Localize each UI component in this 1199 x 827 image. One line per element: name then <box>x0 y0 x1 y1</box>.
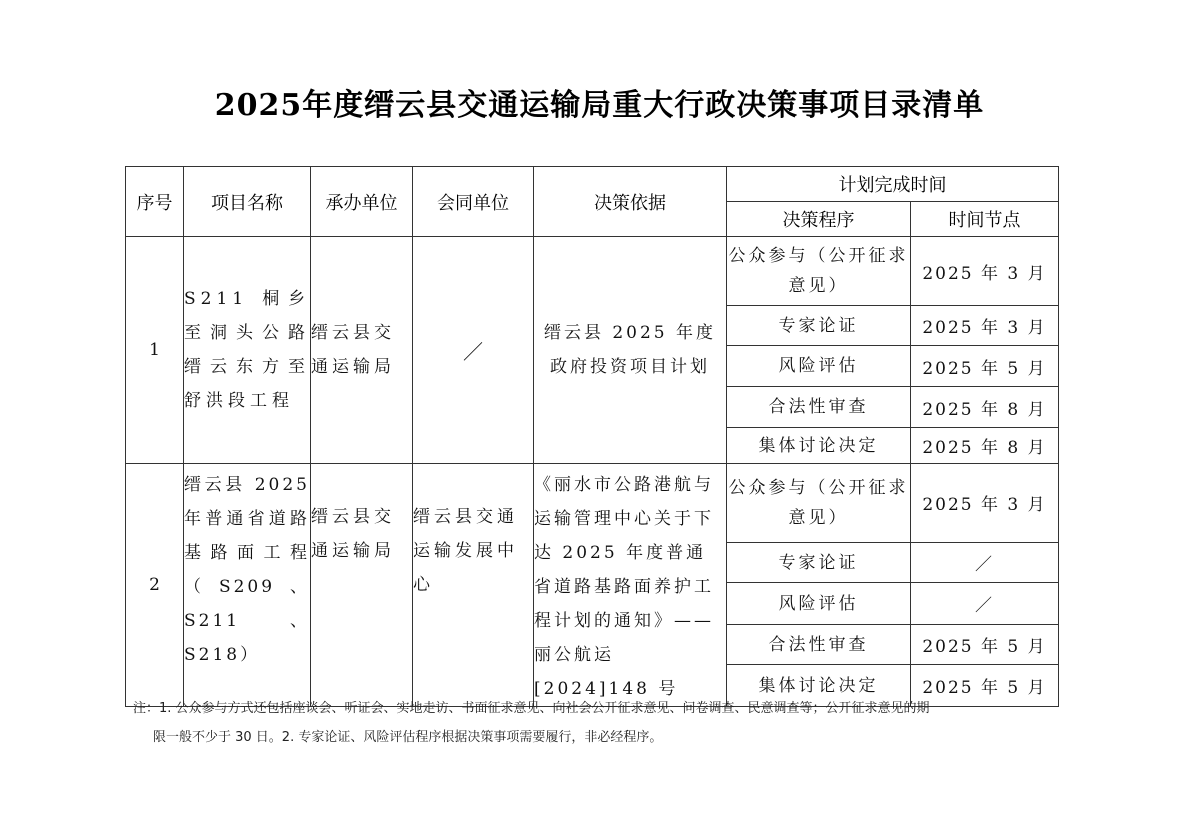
time-node: ／ <box>911 583 1059 625</box>
procedure-step: 公众参与（公开征求意见） <box>727 237 911 306</box>
procedure-step: 集体讨论决定 <box>727 428 911 464</box>
procedure-step: 风险评估 <box>727 583 911 625</box>
procedure-step: 集体讨论决定 <box>727 665 911 707</box>
header-project: 项目名称 <box>184 167 311 237</box>
procedure-step: 公众参与（公开征求意见） <box>727 464 911 543</box>
header-index: 序号 <box>126 167 184 237</box>
time-node: 2025 年 8 月 <box>911 387 1059 428</box>
header-time-node: 时间节点 <box>911 202 1059 237</box>
note-line-1: 注：1. 公众参与方式还包括座谈会、听证会、实地走访、书面征求意见、向社会公开征求意见、问卷调查、民意调查等；公开征求意见的期 <box>133 701 930 716</box>
time-node: 2025 年 5 月 <box>911 665 1059 707</box>
header-row-1 <box>126 167 1059 202</box>
time-node: ／ <box>911 542 1059 583</box>
page-title: 2025年度缙云县交通运输局重大行政决策事项目录清单 <box>214 88 985 123</box>
time-node: 2025 年 3 月 <box>911 464 1059 543</box>
procedure-step: 专家论证 <box>727 542 911 583</box>
decision-items-table <box>125 166 1059 707</box>
header-procedure: 决策程序 <box>727 202 911 237</box>
time-node: 2025 年 8 月 <box>911 428 1059 464</box>
procedure-step: 专家论证 <box>727 306 911 346</box>
project-name: 缙云县 2025 年普通省道路基路面工程（S209、S211、S218） <box>184 464 311 707</box>
note-line-2: 限一般不少于 30 日。2. 专家论证、风险评估程序根据决策事项需要履行，非必经程序。 <box>153 730 663 745</box>
header-unit: 承办单位 <box>311 167 413 237</box>
host-unit: 缙云县交通运输局 <box>311 237 413 464</box>
time-node: 2025 年 3 月 <box>911 237 1059 306</box>
decision-basis: 缙云县 2025 年度政府投资项目计划 <box>534 237 727 464</box>
header-co-unit: 会同单位 <box>413 167 534 237</box>
header-schedule: 计划完成时间 <box>727 167 1059 202</box>
time-node: 2025 年 3 月 <box>911 306 1059 346</box>
table-row <box>126 464 1059 543</box>
time-node: 2025 年 5 月 <box>911 624 1059 665</box>
procedure-step: 合法性审查 <box>727 624 911 665</box>
header-basis: 决策依据 <box>534 167 727 237</box>
co-unit: 缙云县交通运输发展中心 <box>413 464 534 707</box>
table-notes <box>133 694 1033 752</box>
table-row <box>126 237 1059 306</box>
row-index: 1 <box>126 237 184 464</box>
procedure-step: 合法性审查 <box>727 387 911 428</box>
host-unit: 缙云县交通运输局 <box>311 464 413 707</box>
procedure-step: 风险评估 <box>727 346 911 387</box>
time-node: 2025 年 5 月 <box>911 346 1059 387</box>
row-index: 2 <box>126 464 184 707</box>
project-name: S211 桐乡至洞头公路缙云东方至舒洪段工程 <box>184 237 311 464</box>
decision-basis: 《丽水市公路港航与运输管理中心关于下达 2025 年度普通省道路基路面养护工程计划的通知》——丽公航运[2024]148 号 <box>534 464 727 707</box>
co-unit: ／ <box>413 237 534 464</box>
